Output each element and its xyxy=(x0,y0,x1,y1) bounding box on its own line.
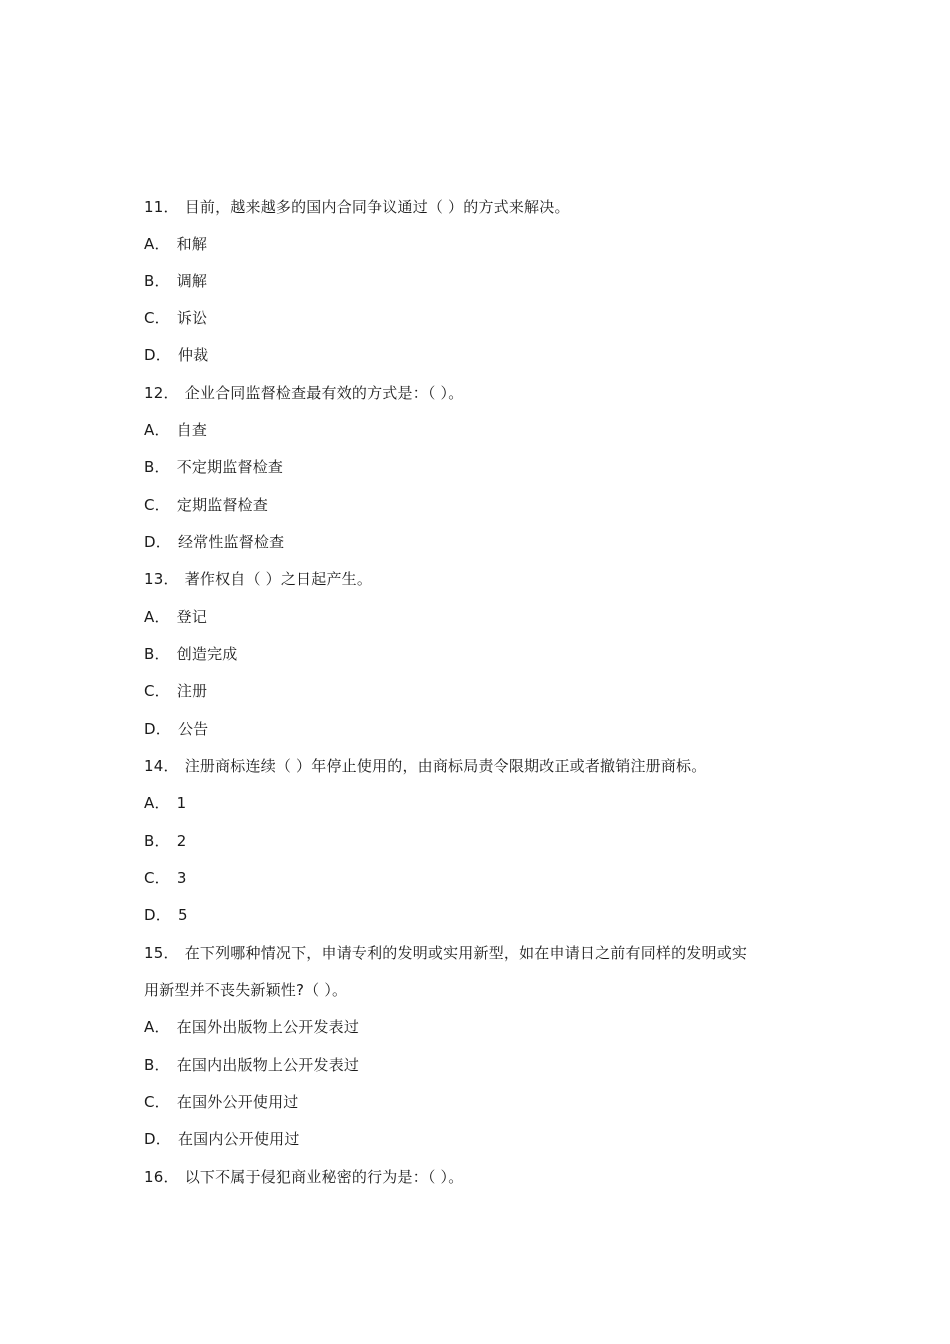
question-11-option-d xyxy=(144,345,824,365)
question-15-option-c xyxy=(144,1092,824,1112)
option-text: 定期监督检查 xyxy=(176,496,269,514)
question-13-stem xyxy=(144,569,824,589)
option-text: 3 xyxy=(176,869,187,887)
question-number: 11． xyxy=(144,198,179,216)
question-text: 注册商标连续（ ）年停止使用的，由商标局责令限期改正或者撤销注册商标。 xyxy=(184,757,707,775)
question-13-option-c xyxy=(144,681,824,701)
question-13-option-a xyxy=(144,607,824,627)
question-text: 以下不属于侵犯商业秘密的行为是：（ ）。 xyxy=(184,1168,464,1186)
option-text: 在国外出版物上公开发表过 xyxy=(176,1018,360,1036)
question-12-option-c xyxy=(144,495,824,515)
question-text: 目前，越来越多的国内合同争议通过（ ）的方式来解决。 xyxy=(184,198,570,216)
option-text: 注册 xyxy=(176,682,208,700)
question-12-option-d xyxy=(144,532,824,552)
option-letter: C． xyxy=(144,309,170,327)
option-text: 经常性监督检查 xyxy=(177,533,285,551)
question-14-option-b xyxy=(144,831,824,851)
option-text: 2 xyxy=(176,832,187,850)
option-text: 登记 xyxy=(176,608,208,626)
option-letter: D． xyxy=(144,533,171,551)
option-letter: B． xyxy=(144,458,170,476)
question-11-option-c xyxy=(144,308,824,328)
option-text: 在国外公开使用过 xyxy=(176,1093,299,1111)
option-text: 仲裁 xyxy=(177,346,209,364)
option-letter: C． xyxy=(144,869,170,887)
option-letter: A． xyxy=(144,1018,170,1036)
option-letter: C． xyxy=(144,496,170,514)
question-11-option-a xyxy=(144,234,824,254)
option-letter: D． xyxy=(144,720,171,738)
option-letter: C． xyxy=(144,682,170,700)
option-letter: A． xyxy=(144,794,170,812)
option-text: 不定期监督检查 xyxy=(176,458,284,476)
question-number: 13． xyxy=(144,570,179,588)
question-14-option-c xyxy=(144,868,824,888)
question-14-stem xyxy=(144,756,824,776)
option-letter: B． xyxy=(144,1056,170,1074)
option-text: 公告 xyxy=(177,720,209,738)
option-letter: B． xyxy=(144,645,170,663)
question-15-option-d xyxy=(144,1129,824,1149)
option-text: 创造完成 xyxy=(176,645,238,663)
option-text: 和解 xyxy=(176,235,208,253)
question-13-option-b xyxy=(144,644,824,664)
question-12-option-b xyxy=(144,457,824,477)
option-letter: A． xyxy=(144,608,170,626)
question-text-continued: 用新型并不丧失新颖性?（ ）。 xyxy=(144,981,348,999)
question-number: 14． xyxy=(144,757,179,775)
option-letter: A． xyxy=(144,421,170,439)
question-12-option-a xyxy=(144,420,824,440)
question-text: 著作权自（ ）之日起产生。 xyxy=(184,570,373,588)
option-text: 5 xyxy=(177,906,188,924)
question-number: 15． xyxy=(144,944,179,962)
question-15-stem-continued xyxy=(144,980,824,1000)
question-16-stem xyxy=(144,1167,824,1187)
question-number: 12． xyxy=(144,384,179,402)
option-text: 自查 xyxy=(176,421,208,439)
question-text: 在下列哪种情况下，申请专利的发明或实用新型，如在申请日之前有同样的发明或实 xyxy=(184,944,748,962)
option-letter: D． xyxy=(144,346,171,364)
option-letter: A． xyxy=(144,235,170,253)
option-text: 在国内出版物上公开发表过 xyxy=(176,1056,360,1074)
option-letter: B． xyxy=(144,272,170,290)
question-text: 企业合同监督检查最有效的方式是：（ ）。 xyxy=(184,384,464,402)
question-11-stem xyxy=(144,197,824,217)
question-15-option-a xyxy=(144,1017,824,1037)
question-14-option-d xyxy=(144,905,824,925)
question-number: 16． xyxy=(144,1168,179,1186)
option-text: 调解 xyxy=(176,272,208,290)
question-11-option-b xyxy=(144,271,824,291)
question-15-stem xyxy=(144,943,824,963)
question-14-option-a xyxy=(144,793,824,813)
option-letter: C． xyxy=(144,1093,170,1111)
question-13-option-d xyxy=(144,719,824,739)
option-letter: B． xyxy=(144,832,170,850)
option-text: 1 xyxy=(176,794,187,812)
option-letter: D． xyxy=(144,1130,171,1148)
option-text: 诉讼 xyxy=(176,309,208,327)
question-12-stem xyxy=(144,383,824,403)
option-letter: D． xyxy=(144,906,171,924)
question-15-option-b xyxy=(144,1055,824,1075)
option-text: 在国内公开使用过 xyxy=(177,1130,300,1148)
